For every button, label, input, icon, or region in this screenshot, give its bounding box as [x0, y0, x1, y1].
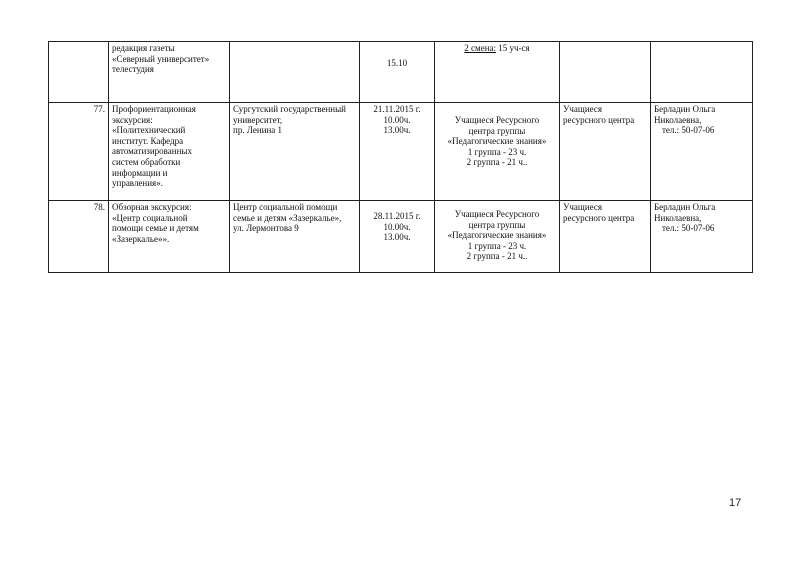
event-cell: [109, 42, 230, 103]
contact-cell: [651, 201, 753, 273]
event-line: систем обработки: [112, 156, 181, 167]
place-line: университет,: [233, 114, 283, 125]
time-line: 10.00ч.: [383, 114, 411, 125]
participants-line: «Педагогические знания»: [447, 136, 547, 147]
place-line: семье и детям «Зазеркалье»,: [233, 212, 342, 223]
event-cell: [109, 103, 230, 201]
place-cell: [230, 42, 360, 103]
participants-line: 1 группа - 23 ч.: [467, 240, 527, 251]
event-line: автоматизированных: [112, 146, 192, 157]
date-cell: [360, 42, 435, 103]
date-line: 21.11.2015 г.: [373, 104, 421, 114]
participants-line: 2 группа - 21 ч..: [466, 157, 528, 168]
event-line: помощи семье и детям: [112, 223, 199, 234]
category-cell: [560, 201, 651, 273]
date-line: 15.10: [386, 58, 408, 68]
contact-patronymic: Николаевна,: [654, 114, 702, 125]
event-line: Профориентационная: [112, 104, 196, 114]
event-line: редакция газеты: [112, 43, 175, 53]
participants-line: центра группы: [468, 125, 526, 136]
event-line: экскурсия:: [112, 114, 153, 125]
date-cell: [360, 103, 435, 201]
participants-line: центра группы: [468, 219, 526, 230]
category-cell: [560, 42, 651, 103]
shift-label: 2 смена:: [464, 43, 497, 53]
event-line: Обзорная экскурсия:: [112, 202, 192, 212]
date-line: 28.11.2015 г.: [373, 211, 421, 221]
contact-name: Берладин Ольга: [654, 104, 716, 114]
place-cell: [230, 103, 360, 201]
category-line: Учащиеся: [563, 104, 602, 114]
row-number: 78.: [49, 201, 109, 273]
participants-cell: [435, 201, 560, 273]
participants-line: «Педагогические знания»: [447, 230, 547, 241]
contact-phone: тел.: 50-07-06: [662, 125, 715, 136]
event-line: управления».: [112, 178, 163, 189]
contact-name: Берладин Ольга: [654, 202, 716, 212]
participants-line: Учащиеся Ресурсного: [454, 209, 540, 219]
event-line: «Политехнический: [112, 125, 186, 136]
table-row: [49, 103, 753, 201]
row-number: 77.: [49, 103, 109, 201]
place-line: Центр социальной помощи: [233, 202, 338, 212]
event-cell: [109, 201, 230, 273]
place-line: пр. Ленина 1: [233, 125, 283, 136]
contact-phone: тел.: 50-07-06: [662, 223, 715, 234]
page-number: 17: [729, 497, 742, 509]
place-line: Сургутский государственный: [233, 104, 346, 114]
table-row: [49, 201, 753, 273]
place-line: ул. Лермонтова 9: [233, 223, 299, 234]
event-line: институт. Кафедра: [112, 135, 184, 146]
participants-cell: [435, 103, 560, 201]
participants-line: Учащиеся Ресурсного: [454, 115, 540, 125]
participants-line: 1 группа - 23 ч.: [467, 146, 527, 157]
contact-cell: [651, 42, 753, 103]
place-cell: [230, 201, 360, 273]
contact-cell: [651, 103, 753, 201]
shift-count: 15 уч-ся: [496, 43, 530, 53]
event-line: телестудия: [112, 64, 154, 75]
event-line: информации и: [112, 167, 168, 178]
event-line: «Северный университет»: [112, 53, 210, 64]
time-line: 13.00ч.: [383, 125, 411, 136]
row-number: [49, 42, 109, 103]
time-line: 13.00ч.: [383, 232, 411, 243]
event-line: «Центр социальной: [112, 212, 188, 223]
category-cell: [560, 103, 651, 201]
date-cell: [360, 201, 435, 273]
schedule-table: [48, 41, 753, 273]
category-line: ресурсного центра: [563, 212, 635, 223]
participants-line: 2 группа - 21 ч..: [466, 251, 528, 262]
category-line: ресурсного центра: [563, 114, 635, 125]
time-line: 10.00ч.: [383, 221, 411, 232]
participants-cell: [435, 42, 560, 103]
category-line: Учащиеся: [563, 202, 602, 212]
contact-patronymic: Николаевна,: [654, 212, 702, 223]
event-line: «Зазеркалье»».: [112, 233, 170, 244]
table-row: [49, 42, 753, 103]
